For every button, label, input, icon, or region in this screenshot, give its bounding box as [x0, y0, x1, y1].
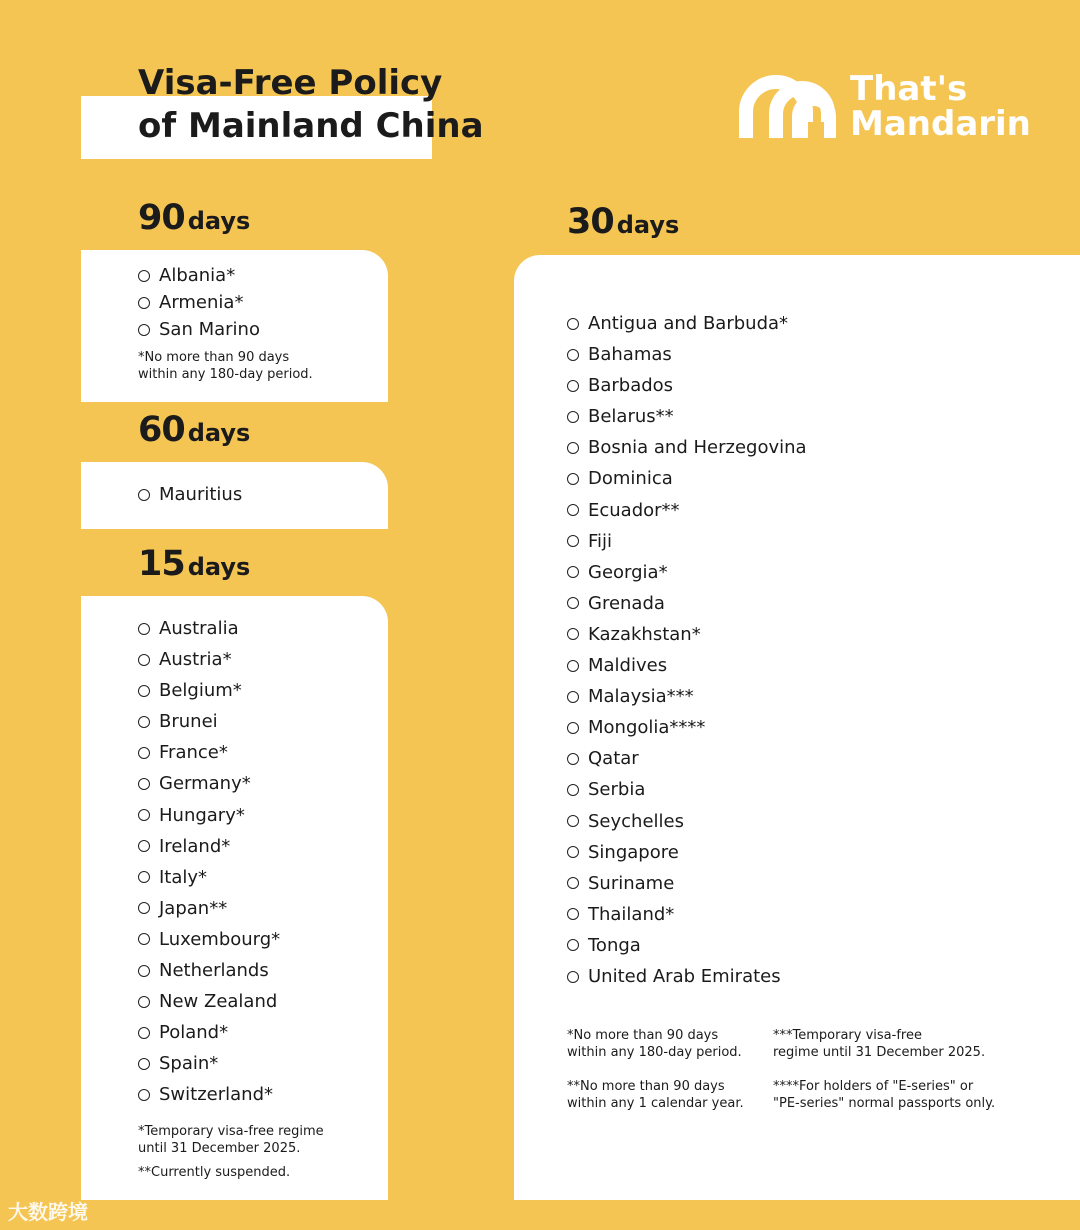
list-item: Australia: [138, 613, 280, 644]
note-30-days-b: [773, 1027, 985, 1061]
note-line: within any 180-day period.: [138, 367, 313, 382]
heading-15-unit: days: [187, 553, 251, 581]
note-line: **Currently suspended.: [138, 1165, 291, 1180]
note-line: **No more than 90 days: [567, 1079, 725, 1094]
list-item: Bosnia and Herzegovina: [567, 432, 807, 463]
card-30-days: [514, 255, 1080, 1200]
list-item: Switzerland*: [138, 1079, 280, 1110]
heading-90-days: [138, 198, 250, 238]
note-line: *Temporary visa-free regime: [138, 1124, 324, 1139]
list-item: Kazakhstan*: [567, 619, 807, 650]
card-15-days: [81, 596, 388, 1200]
list-item: Qatar: [567, 743, 807, 774]
list-item: Ireland*: [138, 831, 280, 862]
note-30-days-d: [773, 1078, 995, 1112]
list-item: Antigua and Barbuda*: [567, 308, 807, 339]
note-line: ****For holders of "E-series" or: [773, 1079, 974, 1094]
list-item: Mauritius: [138, 482, 242, 509]
list-item: Tonga: [567, 930, 807, 961]
note-line: ***Temporary visa-free: [773, 1028, 922, 1043]
note-90-days: [138, 349, 313, 383]
list-item: Georgia*: [567, 557, 807, 588]
page-title-line1: Visa-Free Policy: [138, 63, 443, 103]
list-item: Maldives: [567, 650, 807, 681]
note-line: *No more than 90 days: [567, 1028, 719, 1043]
list-item: Poland*: [138, 1017, 280, 1048]
list-item: San Marino: [138, 317, 260, 344]
note-line: *No more than 90 days: [138, 350, 290, 365]
list-item: Luxembourg*: [138, 924, 280, 955]
logo-line2: Mandarin: [850, 104, 1031, 144]
list-item: Malaysia***: [567, 681, 807, 712]
list-item: Brunei: [138, 706, 280, 737]
list-item: Germany*: [138, 768, 280, 799]
list-60-days: [138, 482, 242, 509]
list-item: Hungary*: [138, 800, 280, 831]
list-item: Suriname: [567, 868, 807, 899]
heading-15-days: [138, 544, 250, 584]
heading-15-number: 15: [138, 544, 185, 584]
list-item: Fiji: [567, 526, 807, 557]
note-line: within any 180-day period.: [567, 1045, 742, 1060]
list-item: Thailand*: [567, 899, 807, 930]
heading-30-unit: days: [616, 211, 680, 239]
list-item: Belgium*: [138, 675, 280, 706]
page-title-line2: of Mainland China: [138, 106, 484, 146]
list-item: Dominica: [567, 463, 807, 494]
note-line: "PE-series" normal passports only.: [773, 1096, 996, 1111]
list-item: Serbia: [567, 774, 807, 805]
list-15-days: [138, 613, 280, 1111]
note-line: until 31 December 2025.: [138, 1141, 301, 1156]
watermark-text: 大数跨境: [8, 1200, 88, 1224]
note-30-days-c: [567, 1078, 744, 1112]
note-15-days-temporary: [138, 1123, 324, 1157]
heading-30-number: 30: [567, 202, 614, 242]
heading-90-number: 90: [138, 198, 185, 238]
list-30-days: [567, 308, 807, 992]
list-item: United Arab Emirates: [567, 961, 807, 992]
heading-90-unit: days: [187, 207, 251, 235]
list-item: Barbados: [567, 370, 807, 401]
mandarin-m-logo-icon: [738, 74, 842, 144]
note-line: within any 1 calendar year.: [567, 1096, 744, 1111]
list-item: Albania*: [138, 263, 260, 290]
logo-wordmark: [850, 69, 1031, 144]
page-title: [138, 62, 484, 148]
list-item: Spain*: [138, 1048, 280, 1079]
list-item: France*: [138, 737, 280, 768]
list-item: Mongolia****: [567, 712, 807, 743]
list-item: Netherlands: [138, 955, 280, 986]
list-item: Japan**: [138, 893, 280, 924]
note-30-days-a: [567, 1027, 742, 1061]
heading-30-days: [567, 202, 679, 242]
heading-60-days: [138, 410, 250, 450]
heading-60-unit: days: [187, 419, 251, 447]
list-item: Seychelles: [567, 806, 807, 837]
list-item: Austria*: [138, 644, 280, 675]
list-item: Italy*: [138, 862, 280, 893]
list-item: Belarus**: [567, 401, 807, 432]
list-item: Singapore: [567, 837, 807, 868]
list-item: Bahamas: [567, 339, 807, 370]
note-line: regime until 31 December 2025.: [773, 1045, 986, 1060]
card-90-days: [81, 250, 388, 402]
list-item: Grenada: [567, 588, 807, 619]
note-15-days-suspended: [138, 1164, 290, 1181]
card-60-days: [81, 462, 388, 529]
watermark: [8, 1196, 88, 1225]
list-item: Armenia*: [138, 290, 260, 317]
logo-line1: That's: [850, 69, 968, 109]
heading-60-number: 60: [138, 410, 185, 450]
list-90-days: [138, 263, 260, 343]
list-item: Ecuador**: [567, 495, 807, 526]
list-item: New Zealand: [138, 986, 280, 1017]
